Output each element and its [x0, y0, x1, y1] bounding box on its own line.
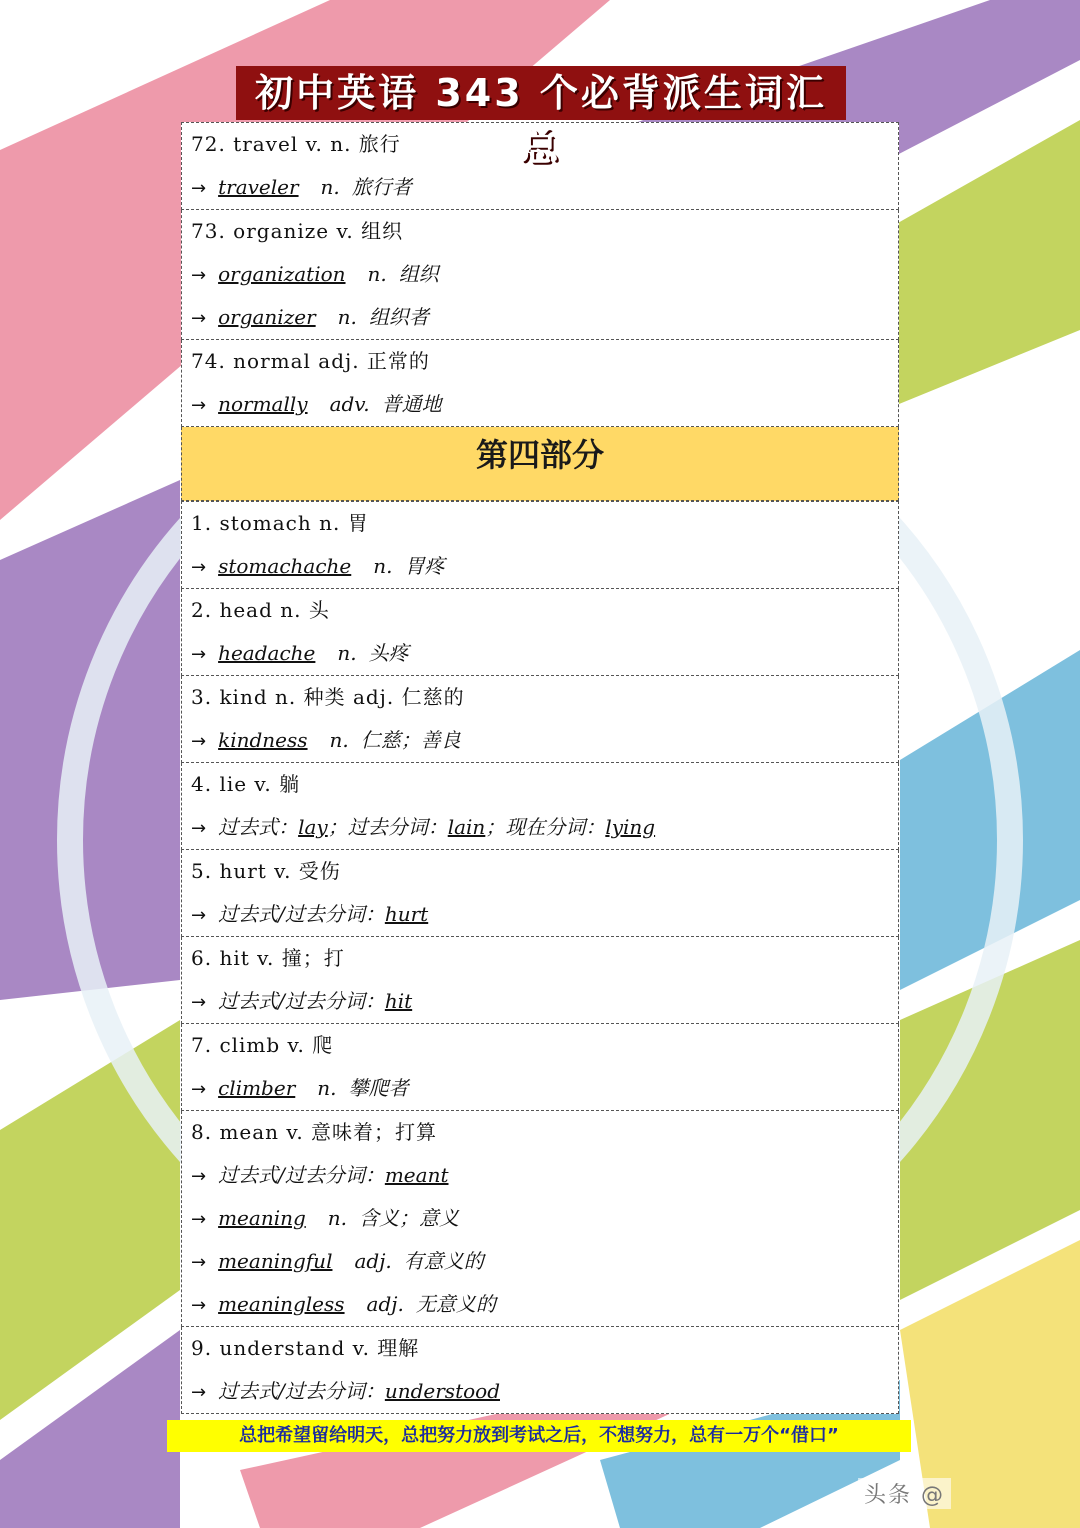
entry-headword: 6. hit v. 撞；打: [191, 946, 345, 970]
part-of-speech: n.: [327, 1206, 348, 1230]
meaning-text: 有意义的: [403, 1249, 484, 1273]
watermark: 头条 @: [858, 1478, 951, 1509]
meaning-text: 仁慈；善良: [360, 728, 461, 752]
meaning-text: 过去式/过去分词：: [218, 1379, 385, 1403]
motto-banner: 总把希望留给明天，总把努力放到考试之后，不想努力，总有一万个“借口”: [167, 1420, 911, 1452]
vocab-entry: [181, 676, 899, 763]
derivative-line: [182, 253, 898, 296]
derived-word: headache: [218, 641, 316, 665]
page-title: 初中英语 343 个必背派生词汇总: [236, 66, 846, 120]
derivative-line: [182, 719, 898, 762]
vocabulary-sheet: [181, 122, 899, 1414]
derivative-line: [182, 1154, 898, 1197]
derived-word: hit: [384, 989, 413, 1013]
vocab-entry: [181, 937, 899, 1024]
entry-headword: 73. organize v. 组织: [191, 219, 404, 243]
arrow-icon: →: [191, 1382, 207, 1403]
derived-word: meant: [384, 1163, 449, 1187]
meaning-text: 旅行者: [351, 175, 412, 199]
derivative-line: [182, 296, 898, 339]
meaning-text: 头疼: [368, 641, 409, 665]
derived-word: meaning: [218, 1206, 306, 1230]
arrow-icon: →: [191, 308, 207, 329]
meaning-text: ；现在分词：: [485, 815, 606, 839]
meaning-text: 过去式：: [218, 815, 299, 839]
part4-list: [181, 501, 899, 1414]
section-header: 第四部分: [181, 427, 899, 501]
part-of-speech: n.: [320, 175, 340, 199]
vocab-entry: [181, 1327, 899, 1414]
derived-word: climber: [218, 1076, 296, 1100]
part-of-speech: adv.: [329, 392, 370, 416]
derivative-line: [182, 632, 898, 675]
part-of-speech: n.: [337, 305, 357, 329]
entry-headword: 7. climb v. 爬: [191, 1033, 334, 1057]
derived-word: kindness: [218, 728, 308, 752]
meaning-text: 普通地: [381, 392, 442, 416]
arrow-icon: →: [191, 731, 207, 752]
arrow-icon: →: [191, 1209, 207, 1230]
arrow-icon: →: [191, 1166, 207, 1187]
arrow-icon: →: [191, 1252, 207, 1273]
derived-word: meaningful: [218, 1249, 333, 1273]
part-of-speech: adj.: [366, 1292, 404, 1316]
derived-word: traveler: [218, 175, 299, 199]
arrow-icon: →: [191, 818, 207, 839]
meaning-text: 过去式/过去分词：: [218, 902, 385, 926]
entry-headword: 9. understand v. 理解: [191, 1336, 420, 1360]
derived-word: understood: [384, 1379, 500, 1403]
part-of-speech: adj.: [354, 1249, 392, 1273]
derived-word: normally: [218, 392, 308, 416]
arrow-icon: →: [191, 992, 207, 1013]
derivative-line: [182, 1197, 898, 1240]
meaning-text: 攀爬者: [348, 1076, 409, 1100]
vocab-entry: [181, 340, 899, 427]
derived-word: meaningless: [218, 1292, 345, 1316]
derivative-line: [182, 1370, 898, 1413]
derived-word: lying: [605, 815, 656, 839]
derived-word: lay: [298, 815, 328, 839]
derived-word: hurt: [384, 902, 429, 926]
part-of-speech: n.: [373, 554, 393, 578]
derivative-line: [182, 1283, 898, 1326]
vocab-entry: [181, 1024, 899, 1111]
part-of-speech: n.: [337, 641, 357, 665]
arrow-icon: →: [191, 395, 207, 416]
derivative-line: [182, 383, 898, 426]
vocab-entry: [181, 1111, 899, 1327]
derivative-line: [182, 545, 898, 588]
vocab-entry: [181, 763, 899, 850]
meaning-text: 过去式/过去分词：: [218, 1163, 385, 1187]
meaning-text: ；过去分词：: [327, 815, 448, 839]
entry-headword: 4. lie v. 躺: [191, 772, 301, 796]
entry-headword: 5. hurt v. 受伤: [191, 859, 341, 883]
meaning-text: 过去式/过去分词：: [218, 989, 385, 1013]
derived-word: lain: [447, 815, 486, 839]
arrow-icon: →: [191, 644, 207, 665]
meaning-text: 无意义的: [415, 1292, 496, 1316]
meaning-text: 胃疼: [404, 554, 445, 578]
derivative-line: [182, 893, 898, 936]
entry-headword: 74. normal adj. 正常的: [191, 349, 430, 373]
entry-headword: 3. kind n. 种类 adj. 仁慈的: [191, 685, 465, 709]
part-of-speech: n.: [317, 1076, 337, 1100]
derived-word: stomachache: [218, 554, 352, 578]
arrow-icon: →: [191, 1295, 207, 1316]
entry-headword: 2. head n. 头: [191, 598, 330, 622]
vocab-entry: [181, 850, 899, 937]
derived-word: organizer: [218, 305, 316, 329]
derivative-line: [182, 1067, 898, 1110]
meaning-text: 组织: [398, 262, 439, 286]
entry-headword: 72. travel v. n. 旅行: [191, 132, 401, 156]
arrow-icon: →: [191, 1079, 207, 1100]
vocab-entry: [181, 210, 899, 340]
meaning-text: 组织者: [368, 305, 429, 329]
meaning-text: 含义；意义: [359, 1206, 460, 1230]
arrow-icon: →: [191, 265, 207, 286]
entry-headword: 8. mean v. 意味着；打算: [191, 1120, 438, 1144]
arrow-icon: →: [191, 905, 207, 926]
vocab-entry: [181, 501, 899, 589]
arrow-icon: →: [191, 178, 207, 199]
derived-word: organization: [218, 262, 346, 286]
arrow-icon: →: [191, 557, 207, 578]
derivative-line: [182, 980, 898, 1023]
derivative-line: [182, 1240, 898, 1283]
part-of-speech: n.: [329, 728, 349, 752]
part-of-speech: n.: [367, 262, 387, 286]
derivative-line: [182, 806, 898, 849]
vocab-entry: [181, 589, 899, 676]
entry-headword: 1. stomach n. 胃: [191, 511, 369, 535]
